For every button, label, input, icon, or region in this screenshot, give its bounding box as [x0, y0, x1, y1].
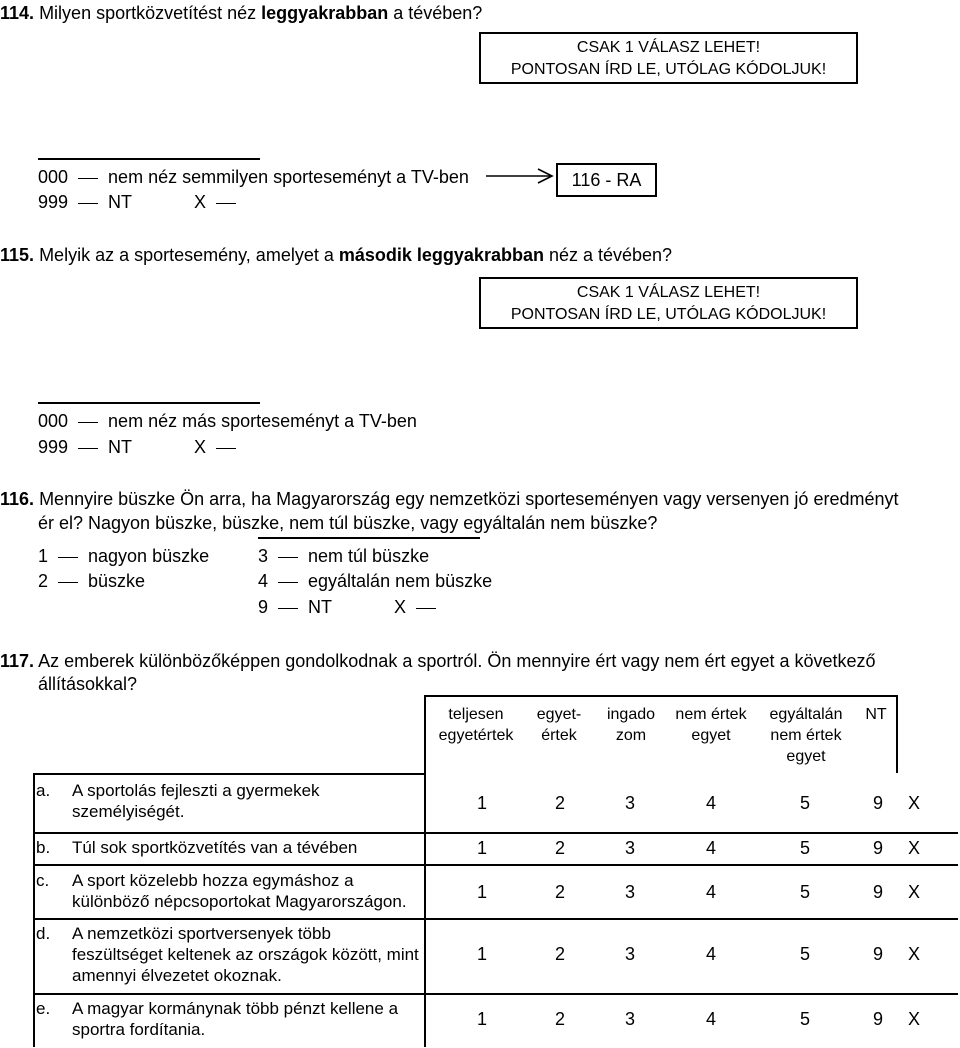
- dash-icon: [278, 608, 298, 609]
- answer-code-a-5[interactable]: 5: [799, 793, 810, 813]
- answer-code-c-9[interactable]: 9: [872, 882, 883, 902]
- option-000: [38, 410, 417, 432]
- question-117-line1: [0, 650, 876, 672]
- option-code: 999: [38, 437, 69, 457]
- table-row-separator: [33, 993, 958, 995]
- table-row-separator: [33, 864, 958, 866]
- question-117-line2: [38, 673, 137, 695]
- answer-code-a-X[interactable]: X: [907, 793, 920, 813]
- option-code: 000: [38, 411, 69, 431]
- answer-code-b-5[interactable]: 5: [799, 838, 810, 858]
- option-text: NT: [108, 437, 133, 457]
- question-number: 115.: [0, 245, 35, 265]
- answer-code-e-2[interactable]: 2: [554, 1009, 565, 1029]
- answer-code-d-5[interactable]: 5: [799, 944, 810, 964]
- dash-icon: [58, 557, 78, 558]
- instruction-line: PONTOSAN ÍRD LE, UTÓLAG KÓDOLJUK!: [510, 306, 827, 323]
- option-999: [38, 191, 246, 213]
- header-nt: NT: [865, 706, 887, 723]
- option-text: büszke: [88, 571, 146, 591]
- row-statement: A sportolás fejleszti a gyermekek személyiségét.: [72, 781, 320, 821]
- question-116-line2: [38, 512, 657, 534]
- question-text: Melyik az a sportesemény, amelyet a: [39, 245, 334, 265]
- table-border: [33, 773, 425, 775]
- header-strongly-disagree: egyáltalán nem értek egyet: [769, 706, 843, 765]
- option-text: nem túl büszke: [308, 546, 430, 566]
- answer-code-d-3[interactable]: 3: [624, 944, 635, 964]
- option-text: nem néz más sporteseményt a TV-ben: [108, 411, 417, 431]
- answer-code-a-4[interactable]: 4: [705, 793, 716, 813]
- dash-icon: [78, 203, 98, 204]
- answer-code-d-4[interactable]: 4: [705, 944, 716, 964]
- option-code: 9: [258, 597, 269, 617]
- answer-code-b-3[interactable]: 3: [624, 838, 635, 858]
- option-text: egyáltalán nem büszke: [308, 571, 493, 591]
- answer-code-d-1[interactable]: 1: [476, 944, 487, 964]
- answer-code-b-1[interactable]: 1: [476, 838, 487, 858]
- answer-code-e-9[interactable]: 9: [872, 1009, 883, 1029]
- dash-icon: [416, 608, 436, 609]
- question-text: ér el? Nagyon büszke, büszke, nem túl büszke, vagy egyáltalán nem büszke?: [38, 513, 658, 533]
- answer-code-c-2[interactable]: 2: [554, 882, 565, 902]
- row-letter: a.: [36, 781, 51, 800]
- instruction-line: CSAK 1 VÁLASZ LEHET!: [576, 39, 761, 56]
- answer-code-b-4[interactable]: 4: [705, 838, 716, 858]
- answer-code-e-3[interactable]: 3: [624, 1009, 635, 1029]
- instruction-line: CSAK 1 VÁLASZ LEHET!: [576, 284, 761, 301]
- answer-rule: [38, 158, 260, 160]
- answer-code-b-9[interactable]: 9: [872, 838, 883, 858]
- answer-rule: [258, 537, 480, 539]
- question-number: 114.: [0, 3, 35, 23]
- option-code: 999: [38, 192, 69, 212]
- question-text-end: a tévében?: [393, 3, 483, 23]
- option-code: 1: [38, 546, 49, 566]
- option-code: 000: [38, 167, 69, 187]
- question-emphasis: leggyakrabban: [261, 3, 389, 23]
- answer-code-c-5[interactable]: 5: [799, 882, 810, 902]
- answer-code-c-4[interactable]: 4: [705, 882, 716, 902]
- instruction-box: [479, 32, 858, 84]
- question-text: Az emberek különbözőképpen gondolkodnak a sportról. Ön mennyire ért vagy nem ért egyet a következő: [38, 651, 876, 671]
- answer-code-c-3[interactable]: 3: [624, 882, 635, 902]
- dash-icon: [278, 557, 298, 558]
- option-3: [258, 545, 429, 567]
- dash-icon: [278, 582, 298, 583]
- option-text: nagyon büszke: [88, 546, 210, 566]
- header-disagree: nem értek egyet: [675, 706, 747, 744]
- table-row-separator: [33, 832, 958, 834]
- answer-code-b-2[interactable]: 2: [554, 838, 565, 858]
- row-statement: A nemzetközi sportversenyek több feszültséget keltenek az országok között, mint amennyi élvezetet okoznak.: [72, 924, 419, 985]
- table-border: [896, 695, 898, 773]
- answer-code-d-X[interactable]: X: [907, 944, 920, 964]
- instruction-line: PONTOSAN ÍRD LE, UTÓLAG KÓDOLJUK!: [510, 61, 827, 78]
- table-row-separator: [33, 918, 958, 920]
- option-999: [38, 436, 246, 458]
- table-border: [33, 773, 35, 1047]
- answer-code-e-1[interactable]: 1: [476, 1009, 487, 1029]
- answer-code-d-2[interactable]: 2: [554, 944, 565, 964]
- dash-icon: [216, 203, 236, 204]
- row-statement: A magyar kormánynak több pénzt kellene a sportra fordítania.: [72, 999, 399, 1039]
- option-x: X: [394, 597, 407, 617]
- option-x: X: [194, 192, 207, 212]
- answer-code-a-3[interactable]: 3: [624, 793, 635, 813]
- row-statement: A sport közelebb hozza egymáshoz a különböző népcsoportokat Magyarországon.: [72, 871, 407, 911]
- header-fully-agree: teljesen egyetértek: [438, 706, 514, 744]
- answer-code-e-X[interactable]: X: [907, 1009, 920, 1029]
- option-text: nem néz semmilyen sporteseményt a TV-ben: [108, 167, 469, 187]
- answer-code-c-X[interactable]: X: [907, 882, 920, 902]
- answer-code-d-9[interactable]: 9: [872, 944, 883, 964]
- header-agree: egyet- értek: [536, 706, 582, 744]
- instruction-box: [479, 277, 858, 329]
- dash-icon: [78, 422, 98, 423]
- answer-code-c-1[interactable]: 1: [476, 882, 487, 902]
- question-116-line1: [0, 488, 898, 510]
- dash-icon: [216, 448, 236, 449]
- option-code: 2: [38, 571, 49, 591]
- answer-code-e-4[interactable]: 4: [705, 1009, 716, 1029]
- answer-code-a-2[interactable]: 2: [554, 793, 565, 813]
- answer-code-b-X[interactable]: X: [907, 838, 920, 858]
- option-code: 4: [258, 571, 269, 591]
- answer-code-a-9[interactable]: 9: [872, 793, 883, 813]
- question-text: Milyen sportközvetítést néz: [39, 3, 257, 23]
- answer-rule: [38, 402, 260, 404]
- table-border: [424, 695, 898, 697]
- question-number: 116.: [0, 489, 35, 509]
- row-letter: e.: [36, 999, 51, 1018]
- row-statement: Túl sok sportközvetítés van a tévében: [72, 838, 358, 857]
- option-text: NT: [108, 192, 133, 212]
- skip-label: 116 - RA: [571, 170, 642, 190]
- dash-icon: [58, 582, 78, 583]
- option-2: [38, 570, 145, 592]
- answer-code-e-5[interactable]: 5: [799, 1009, 810, 1029]
- skip-box: [556, 163, 657, 197]
- option-4: [258, 570, 492, 592]
- question-text: Mennyire büszke Ön arra, ha Magyarország egy nemzetközi sporteseményen vagy versenyen jó eredményt: [39, 489, 899, 509]
- dash-icon: [78, 178, 98, 179]
- option-code: 3: [258, 546, 269, 566]
- question-115: [0, 244, 672, 266]
- option-9: [258, 596, 446, 618]
- option-x: X: [194, 437, 207, 457]
- row-letter: c.: [36, 871, 50, 890]
- question-number: 117.: [0, 651, 35, 671]
- option-000: [38, 166, 469, 188]
- row-letter: d.: [36, 924, 51, 943]
- option-1: [38, 545, 209, 567]
- question-114: [0, 2, 482, 24]
- option-text: NT: [308, 597, 333, 617]
- arrow-right-icon: [486, 166, 558, 186]
- row-letter: b.: [36, 838, 51, 857]
- question-text: állításokkal?: [38, 674, 138, 694]
- question-text-end: néz a tévében?: [548, 245, 673, 265]
- answer-code-a-1[interactable]: 1: [476, 793, 487, 813]
- dash-icon: [78, 448, 98, 449]
- header-undecided: ingado zom: [606, 706, 656, 744]
- question-emphasis: második leggyakrabban: [338, 245, 544, 265]
